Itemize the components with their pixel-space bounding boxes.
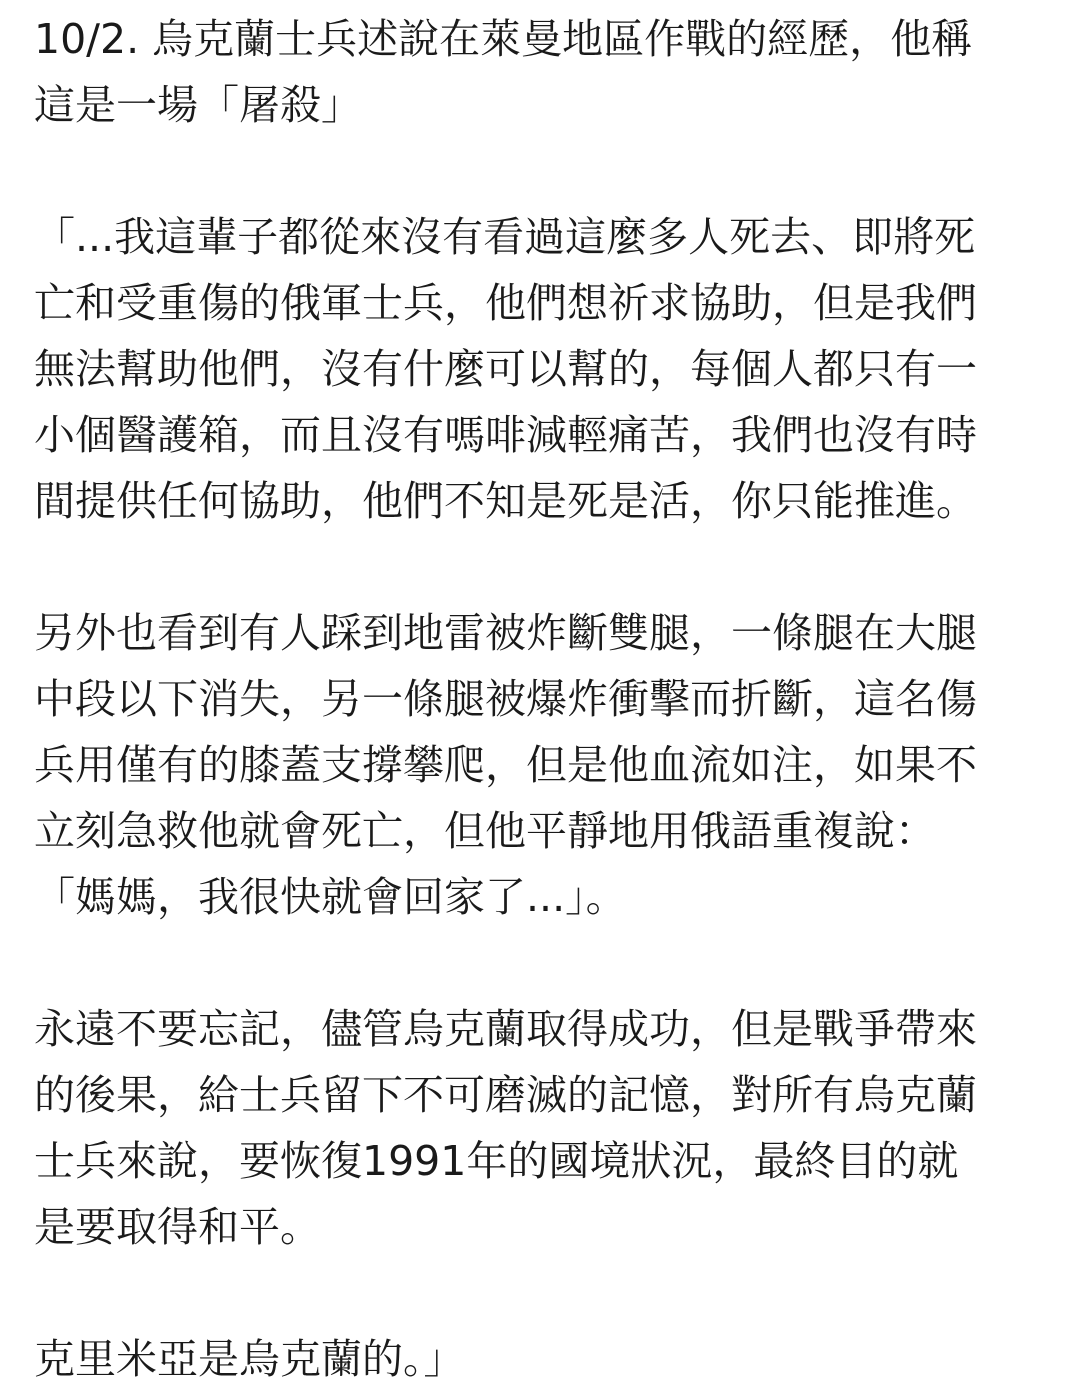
text-line: 間提供任何協助，他們不知是死是活，你只能推進。 <box>34 477 977 525</box>
text-line: 的後果，給士兵留下不可磨滅的記憶，對所有烏克蘭 <box>34 1071 977 1119</box>
text-line: 「媽媽，我很快就會回家了...」。 <box>34 873 627 921</box>
text-line: 另外也看到有人踩到地雷被炸斷雙腿，一條腿在大腿 <box>34 609 977 657</box>
text-line: 亡和受重傷的俄軍士兵，他們想祈求協助，但是我們 <box>34 279 977 327</box>
quote-paragraph-3 <box>34 996 1050 1260</box>
text-line: 立刻急救他就會死亡，但他平靜地用俄語重複說： <box>34 807 936 855</box>
paragraph-spacer <box>34 1260 1050 1326</box>
text-line: 兵用僅有的膝蓋支撐攀爬，但是他血流如注，如果不 <box>34 741 977 789</box>
text-line: 士兵來說，要恢復1991年的國境狀況，最終目的就 <box>34 1137 959 1185</box>
quote-paragraph-2 <box>34 600 1050 930</box>
article-body <box>34 6 1050 1392</box>
text-line: 這是一場「屠殺」 <box>34 81 362 129</box>
paragraph-spacer <box>34 930 1050 996</box>
quote-paragraph-4 <box>34 1326 1050 1392</box>
text-line: 克里米亞是烏克蘭的。」 <box>34 1335 465 1383</box>
text-line: 永遠不要忘記，儘管烏克蘭取得成功，但是戰爭帶來 <box>34 1005 977 1053</box>
text-line: 中段以下消失，另一條腿被爆炸衝擊而折斷，這名傷 <box>34 675 977 723</box>
paragraph-spacer <box>34 138 1050 204</box>
text-line: 10/2. 烏克蘭士兵述說在萊曼地區作戰的經歷，他稱 <box>34 15 973 63</box>
text-line: 是要取得和平。 <box>34 1203 321 1251</box>
article-heading-paragraph <box>34 6 1050 138</box>
text-line: 「...我這輩子都從來沒有看過這麼多人死去、即將死 <box>34 213 976 261</box>
text-line: 小個醫護箱，而且沒有嗎啡減輕痛苦，我們也沒有時 <box>34 411 977 459</box>
quote-paragraph-1 <box>34 204 1050 534</box>
text-line: 無法幫助他們，沒有什麼可以幫的，每個人都只有一 <box>34 345 977 393</box>
paragraph-spacer <box>34 534 1050 600</box>
